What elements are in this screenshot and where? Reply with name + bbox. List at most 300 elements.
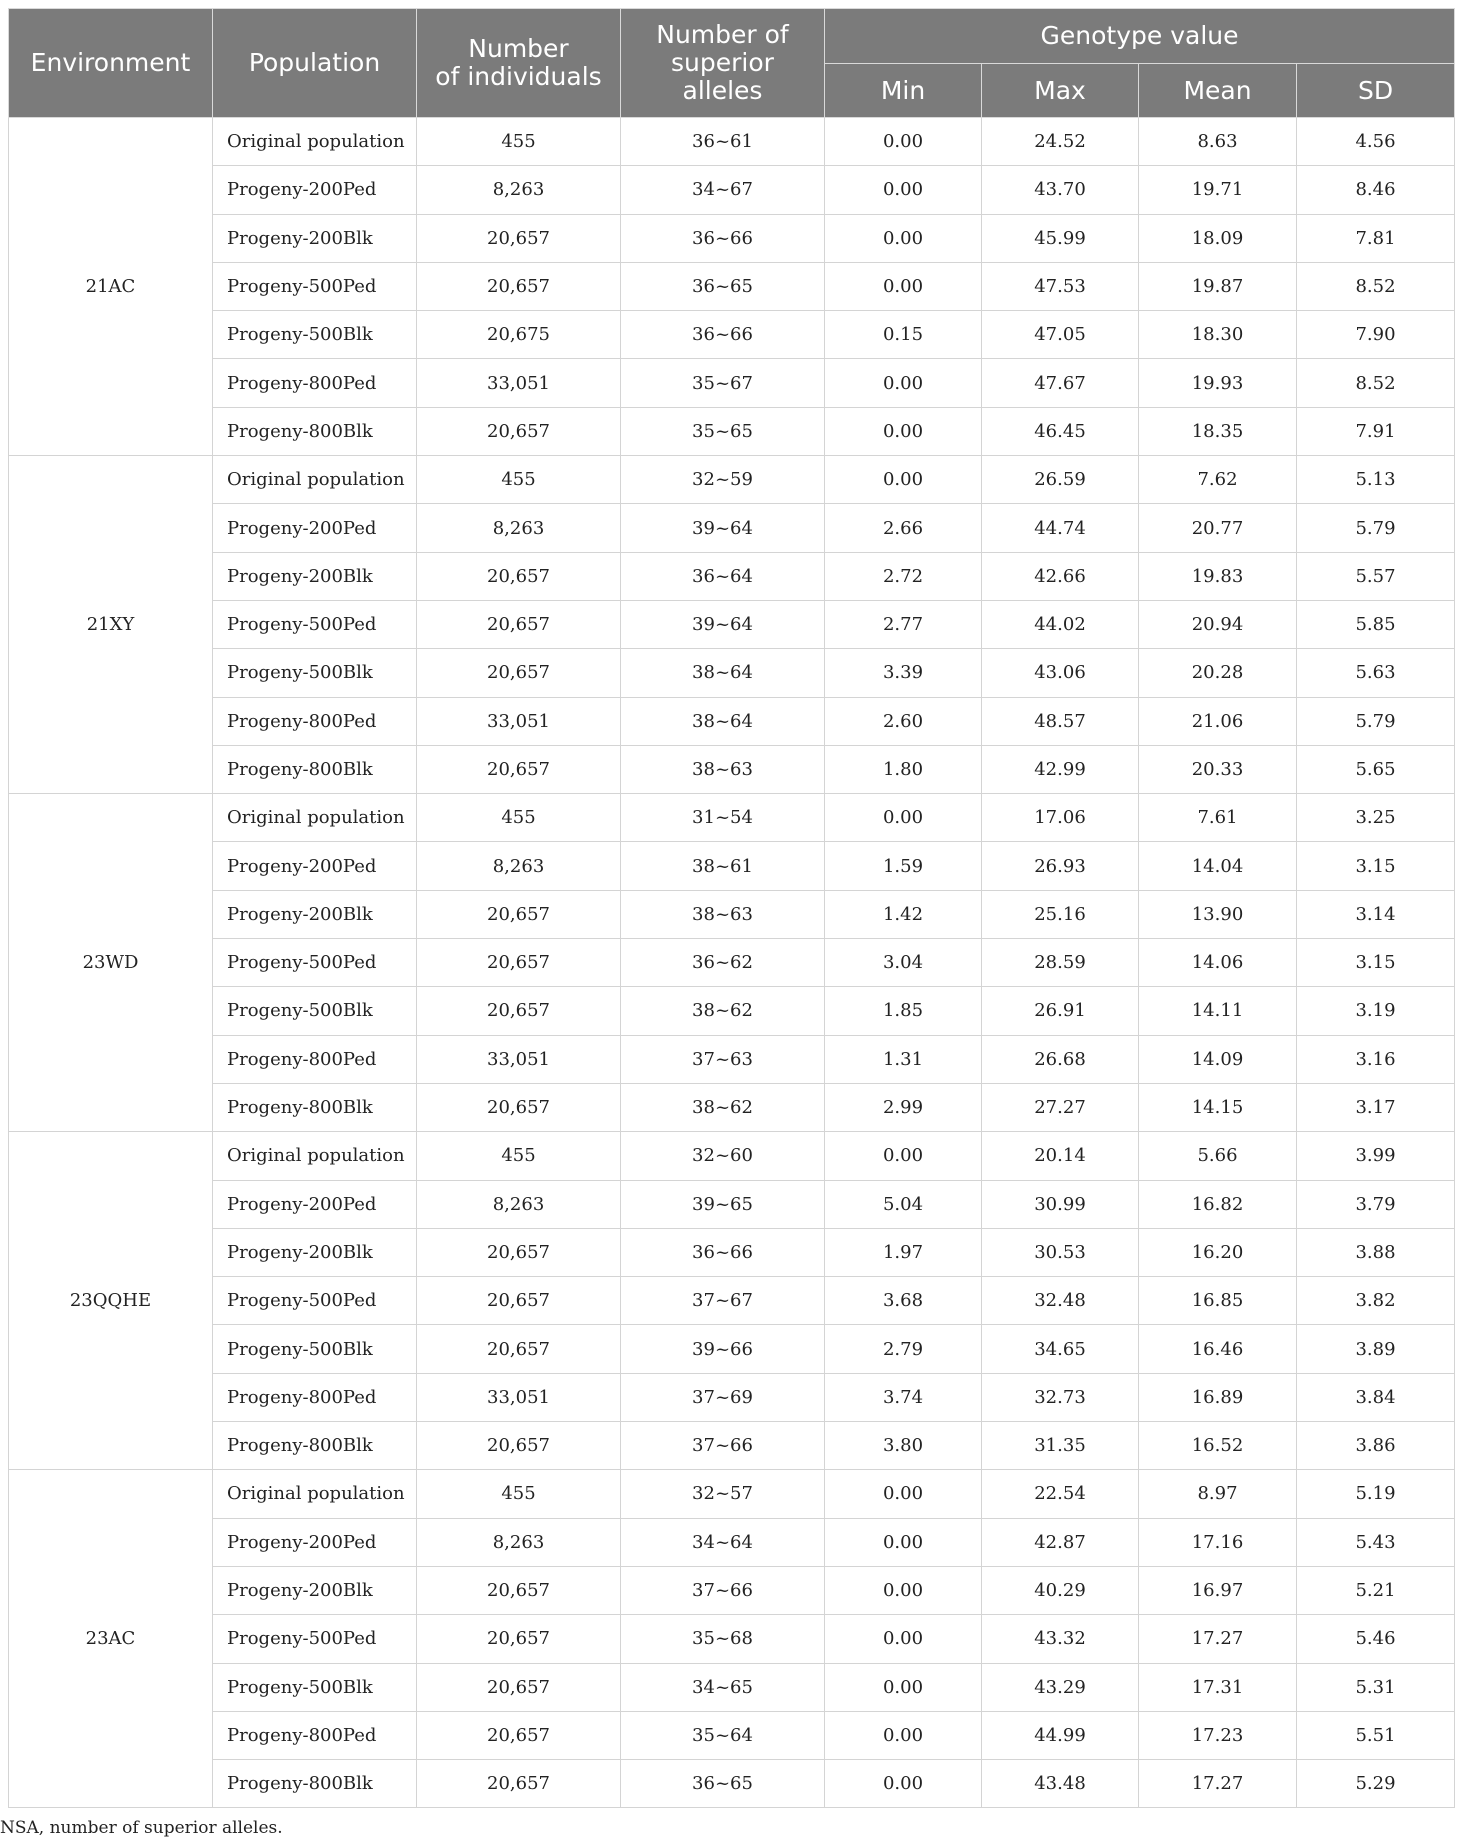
max-cell: 43.06	[982, 649, 1139, 697]
number-of-individuals-cell: 33,051	[417, 1035, 621, 1083]
population-cell: Progeny-500Ped	[213, 1615, 417, 1663]
min-cell: 0.00	[825, 1711, 982, 1759]
table-row	[9, 939, 1455, 987]
max-cell: 42.66	[982, 552, 1139, 600]
header-number-of-individuals	[417, 9, 621, 118]
number-of-individuals-cell: 20,675	[417, 311, 621, 359]
max-cell: 26.91	[982, 987, 1139, 1035]
population-cell: Progeny-500Blk	[213, 987, 417, 1035]
mean-cell: 16.82	[1139, 1180, 1297, 1228]
min-cell: 1.42	[825, 890, 982, 938]
max-cell: 43.70	[982, 166, 1139, 214]
max-cell: 45.99	[982, 214, 1139, 262]
max-cell: 31.35	[982, 1422, 1139, 1470]
superior-alleles-cell: 36~65	[621, 262, 825, 310]
max-cell: 42.87	[982, 1518, 1139, 1566]
mean-cell: 8.63	[1139, 118, 1297, 166]
table-row	[9, 118, 1455, 166]
population-cell: Progeny-800Blk	[213, 1083, 417, 1131]
max-cell: 44.02	[982, 600, 1139, 648]
sd-cell: 5.79	[1297, 697, 1455, 745]
number-of-individuals-cell: 20,657	[417, 1711, 621, 1759]
number-of-individuals-cell: 8,263	[417, 504, 621, 552]
population-cell: Progeny-500Ped	[213, 939, 417, 987]
header-nsa-line3: alleles	[682, 76, 763, 105]
table-row	[9, 890, 1455, 938]
mean-cell: 5.66	[1139, 1132, 1297, 1180]
population-cell: Progeny-500Blk	[213, 1325, 417, 1373]
mean-cell: 7.61	[1139, 794, 1297, 842]
population-cell: Progeny-500Ped	[213, 1277, 417, 1325]
max-cell: 40.29	[982, 1566, 1139, 1614]
population-cell: Progeny-800Ped	[213, 359, 417, 407]
sd-cell: 3.25	[1297, 794, 1455, 842]
sd-cell: 8.52	[1297, 359, 1455, 407]
number-of-individuals-cell: 8,263	[417, 166, 621, 214]
population-cell: Progeny-200Blk	[213, 890, 417, 938]
min-cell: 1.31	[825, 1035, 982, 1083]
population-cell: Progeny-500Ped	[213, 600, 417, 648]
number-of-individuals-cell: 8,263	[417, 1180, 621, 1228]
header-genotype-value: Genotype value	[825, 9, 1455, 64]
table-row	[9, 1228, 1455, 1276]
table-row	[9, 1035, 1455, 1083]
number-of-individuals-cell: 455	[417, 1132, 621, 1180]
max-cell: 47.05	[982, 311, 1139, 359]
min-cell: 0.00	[825, 1663, 982, 1711]
sd-cell: 3.79	[1297, 1180, 1455, 1228]
mean-cell: 14.15	[1139, 1083, 1297, 1131]
population-cell: Progeny-500Blk	[213, 1663, 417, 1711]
sd-cell: 3.99	[1297, 1132, 1455, 1180]
superior-alleles-cell: 36~66	[621, 1228, 825, 1276]
mean-cell: 20.77	[1139, 504, 1297, 552]
population-cell: Original population	[213, 1470, 417, 1518]
population-cell: Progeny-200Ped	[213, 166, 417, 214]
number-of-individuals-cell: 20,657	[417, 1566, 621, 1614]
mean-cell: 19.83	[1139, 552, 1297, 600]
max-cell: 32.73	[982, 1373, 1139, 1421]
table-row	[9, 1711, 1455, 1759]
sd-cell: 3.86	[1297, 1422, 1455, 1470]
superior-alleles-cell: 35~68	[621, 1615, 825, 1663]
table-row	[9, 1083, 1455, 1131]
number-of-individuals-cell: 455	[417, 1470, 621, 1518]
number-of-individuals-cell: 20,657	[417, 1760, 621, 1808]
number-of-individuals-cell: 20,657	[417, 262, 621, 310]
min-cell: 0.00	[825, 407, 982, 455]
number-of-individuals-cell: 33,051	[417, 697, 621, 745]
max-cell: 27.27	[982, 1083, 1139, 1131]
header-mean: Mean	[1139, 64, 1297, 118]
superior-alleles-cell: 32~59	[621, 456, 825, 504]
superior-alleles-cell: 39~66	[621, 1325, 825, 1373]
sd-cell: 5.51	[1297, 1711, 1455, 1759]
sd-cell: 3.14	[1297, 890, 1455, 938]
min-cell: 3.39	[825, 649, 982, 697]
number-of-individuals-cell: 20,657	[417, 600, 621, 648]
table-row	[9, 552, 1455, 600]
max-cell: 24.52	[982, 118, 1139, 166]
number-of-individuals-cell: 20,657	[417, 649, 621, 697]
mean-cell: 17.16	[1139, 1518, 1297, 1566]
sd-cell: 5.63	[1297, 649, 1455, 697]
max-cell: 26.93	[982, 842, 1139, 890]
min-cell: 0.00	[825, 118, 982, 166]
superior-alleles-cell: 32~57	[621, 1470, 825, 1518]
min-cell: 3.68	[825, 1277, 982, 1325]
table-row	[9, 600, 1455, 648]
population-cell: Original population	[213, 118, 417, 166]
mean-cell: 20.33	[1139, 745, 1297, 793]
min-cell: 0.00	[825, 359, 982, 407]
superior-alleles-cell: 37~63	[621, 1035, 825, 1083]
superior-alleles-cell: 38~64	[621, 649, 825, 697]
min-cell: 1.97	[825, 1228, 982, 1276]
population-cell: Progeny-800Ped	[213, 1711, 417, 1759]
min-cell: 0.00	[825, 1470, 982, 1518]
population-cell: Progeny-200Ped	[213, 1518, 417, 1566]
sd-cell: 3.19	[1297, 987, 1455, 1035]
header-sd: SD	[1297, 64, 1455, 118]
population-cell: Progeny-500Ped	[213, 262, 417, 310]
max-cell: 20.14	[982, 1132, 1139, 1180]
header-environment: Environment	[9, 9, 213, 118]
sd-cell: 7.90	[1297, 311, 1455, 359]
population-cell: Progeny-800Ped	[213, 1035, 417, 1083]
min-cell: 2.60	[825, 697, 982, 745]
mean-cell: 20.94	[1139, 600, 1297, 648]
min-cell: 0.00	[825, 794, 982, 842]
max-cell: 46.45	[982, 407, 1139, 455]
population-cell: Progeny-200Ped	[213, 842, 417, 890]
number-of-individuals-cell: 20,657	[417, 987, 621, 1035]
superior-alleles-cell: 38~64	[621, 697, 825, 745]
number-of-individuals-cell: 20,657	[417, 1325, 621, 1373]
superior-alleles-cell: 35~64	[621, 1711, 825, 1759]
mean-cell: 17.27	[1139, 1760, 1297, 1808]
superior-alleles-cell: 36~65	[621, 1760, 825, 1808]
superior-alleles-cell: 36~64	[621, 552, 825, 600]
sd-cell: 5.85	[1297, 600, 1455, 648]
header-number-of-individuals-line2: of individuals	[435, 62, 602, 91]
max-cell: 48.57	[982, 697, 1139, 745]
table-row	[9, 794, 1455, 842]
max-cell: 22.54	[982, 1470, 1139, 1518]
table-row	[9, 407, 1455, 455]
sd-cell: 8.46	[1297, 166, 1455, 214]
max-cell: 44.99	[982, 1711, 1139, 1759]
table-row	[9, 842, 1455, 890]
mean-cell: 8.97	[1139, 1470, 1297, 1518]
max-cell: 43.29	[982, 1663, 1139, 1711]
population-cell: Progeny-200Ped	[213, 504, 417, 552]
mean-cell: 14.04	[1139, 842, 1297, 890]
number-of-individuals-cell: 455	[417, 118, 621, 166]
superior-alleles-cell: 34~67	[621, 166, 825, 214]
max-cell: 43.32	[982, 1615, 1139, 1663]
population-cell: Original population	[213, 456, 417, 504]
sd-cell: 3.17	[1297, 1083, 1455, 1131]
header-number-of-individuals-line1: Number	[468, 34, 569, 63]
superior-alleles-cell: 38~63	[621, 745, 825, 793]
sd-cell: 4.56	[1297, 118, 1455, 166]
sd-cell: 5.13	[1297, 456, 1455, 504]
table-body	[9, 118, 1455, 1808]
min-cell: 2.77	[825, 600, 982, 648]
superior-alleles-cell: 38~61	[621, 842, 825, 890]
superior-alleles-cell: 36~61	[621, 118, 825, 166]
footnote: NSA, number of superior alleles.	[0, 1818, 283, 1838]
table-row	[9, 166, 1455, 214]
header-max: Max	[982, 64, 1139, 118]
min-cell: 0.00	[825, 1132, 982, 1180]
sd-cell: 5.79	[1297, 504, 1455, 552]
number-of-individuals-cell: 20,657	[417, 890, 621, 938]
table-row	[9, 1615, 1455, 1663]
sd-cell: 5.19	[1297, 1470, 1455, 1518]
sd-cell: 7.91	[1297, 407, 1455, 455]
superior-alleles-cell: 36~66	[621, 311, 825, 359]
sd-cell: 3.84	[1297, 1373, 1455, 1421]
header-min: Min	[825, 64, 982, 118]
superior-alleles-cell: 37~69	[621, 1373, 825, 1421]
mean-cell: 16.52	[1139, 1422, 1297, 1470]
table-row	[9, 1277, 1455, 1325]
superior-alleles-cell: 38~62	[621, 1083, 825, 1131]
population-cell: Progeny-200Ped	[213, 1180, 417, 1228]
population-cell: Original population	[213, 794, 417, 842]
mean-cell: 18.35	[1139, 407, 1297, 455]
sd-cell: 5.31	[1297, 1663, 1455, 1711]
environment-cell: 23AC	[9, 1470, 213, 1808]
environment-cell: 23WD	[9, 794, 213, 1132]
superior-alleles-cell: 35~67	[621, 359, 825, 407]
min-cell: 1.59	[825, 842, 982, 890]
max-cell: 30.99	[982, 1180, 1139, 1228]
sd-cell: 5.21	[1297, 1566, 1455, 1614]
table-row	[9, 697, 1455, 745]
min-cell: 0.00	[825, 214, 982, 262]
min-cell: 2.79	[825, 1325, 982, 1373]
mean-cell: 17.31	[1139, 1663, 1297, 1711]
number-of-individuals-cell: 20,657	[417, 1228, 621, 1276]
population-cell: Progeny-200Blk	[213, 552, 417, 600]
max-cell: 26.68	[982, 1035, 1139, 1083]
sd-cell: 3.15	[1297, 939, 1455, 987]
min-cell: 2.66	[825, 504, 982, 552]
number-of-individuals-cell: 455	[417, 456, 621, 504]
header-number-of-superior-alleles	[621, 9, 825, 118]
mean-cell: 16.20	[1139, 1228, 1297, 1276]
table-row	[9, 214, 1455, 262]
sd-cell: 7.81	[1297, 214, 1455, 262]
population-cell: Original population	[213, 1132, 417, 1180]
mean-cell: 16.89	[1139, 1373, 1297, 1421]
superior-alleles-cell: 38~62	[621, 987, 825, 1035]
mean-cell: 13.90	[1139, 890, 1297, 938]
population-cell: Progeny-500Blk	[213, 649, 417, 697]
superior-alleles-cell: 34~64	[621, 1518, 825, 1566]
mean-cell: 16.85	[1139, 1277, 1297, 1325]
table-row	[9, 311, 1455, 359]
max-cell: 30.53	[982, 1228, 1139, 1276]
min-cell: 3.80	[825, 1422, 982, 1470]
sd-cell: 5.57	[1297, 552, 1455, 600]
environment-cell: 21AC	[9, 118, 213, 456]
superior-alleles-cell: 36~62	[621, 939, 825, 987]
sd-cell: 3.16	[1297, 1035, 1455, 1083]
table-row	[9, 1180, 1455, 1228]
min-cell: 0.00	[825, 1760, 982, 1808]
table-container	[8, 8, 1454, 1808]
table-row	[9, 745, 1455, 793]
superior-alleles-cell: 31~54	[621, 794, 825, 842]
population-cell: Progeny-200Blk	[213, 1566, 417, 1614]
max-cell: 42.99	[982, 745, 1139, 793]
table-row	[9, 504, 1455, 552]
max-cell: 17.06	[982, 794, 1139, 842]
max-cell: 47.67	[982, 359, 1139, 407]
table-row	[9, 987, 1455, 1035]
number-of-individuals-cell: 20,657	[417, 1663, 621, 1711]
mean-cell: 7.62	[1139, 456, 1297, 504]
sd-cell: 5.43	[1297, 1518, 1455, 1566]
population-cell: Progeny-800Ped	[213, 1373, 417, 1421]
table-row	[9, 262, 1455, 310]
header-population: Population	[213, 9, 417, 118]
superior-alleles-cell: 32~60	[621, 1132, 825, 1180]
mean-cell: 16.97	[1139, 1566, 1297, 1614]
sd-cell: 3.88	[1297, 1228, 1455, 1276]
number-of-individuals-cell: 20,657	[417, 214, 621, 262]
table-row	[9, 456, 1455, 504]
table-row	[9, 649, 1455, 697]
table-row	[9, 1518, 1455, 1566]
table-row	[9, 1663, 1455, 1711]
max-cell: 34.65	[982, 1325, 1139, 1373]
superior-alleles-cell: 37~66	[621, 1566, 825, 1614]
superior-alleles-cell: 38~63	[621, 890, 825, 938]
min-cell: 3.74	[825, 1373, 982, 1421]
number-of-individuals-cell: 455	[417, 794, 621, 842]
min-cell: 0.15	[825, 311, 982, 359]
min-cell: 2.72	[825, 552, 982, 600]
table-row	[9, 359, 1455, 407]
sd-cell: 5.65	[1297, 745, 1455, 793]
max-cell: 25.16	[982, 890, 1139, 938]
superior-alleles-cell: 35~65	[621, 407, 825, 455]
min-cell: 0.00	[825, 1518, 982, 1566]
number-of-individuals-cell: 20,657	[417, 745, 621, 793]
sd-cell: 5.46	[1297, 1615, 1455, 1663]
min-cell: 2.99	[825, 1083, 982, 1131]
mean-cell: 16.46	[1139, 1325, 1297, 1373]
population-cell: Progeny-200Blk	[213, 1228, 417, 1276]
mean-cell: 19.71	[1139, 166, 1297, 214]
header-nsa-line1: Number of	[656, 20, 789, 49]
population-cell: Progeny-800Blk	[213, 745, 417, 793]
mean-cell: 18.30	[1139, 311, 1297, 359]
max-cell: 47.53	[982, 262, 1139, 310]
mean-cell: 19.93	[1139, 359, 1297, 407]
mean-cell: 18.09	[1139, 214, 1297, 262]
sd-cell: 5.29	[1297, 1760, 1455, 1808]
min-cell: 5.04	[825, 1180, 982, 1228]
min-cell: 0.00	[825, 456, 982, 504]
mean-cell: 20.28	[1139, 649, 1297, 697]
superior-alleles-cell: 36~66	[621, 214, 825, 262]
superior-alleles-cell: 39~65	[621, 1180, 825, 1228]
number-of-individuals-cell: 20,657	[417, 407, 621, 455]
table-row	[9, 1325, 1455, 1373]
number-of-individuals-cell: 33,051	[417, 1373, 621, 1421]
superior-alleles-cell: 34~65	[621, 1663, 825, 1711]
min-cell: 1.85	[825, 987, 982, 1035]
min-cell: 0.00	[825, 166, 982, 214]
sd-cell: 3.82	[1297, 1277, 1455, 1325]
table-row	[9, 1422, 1455, 1470]
genotype-table	[8, 8, 1455, 1808]
population-cell: Progeny-800Blk	[213, 1760, 417, 1808]
number-of-individuals-cell: 20,657	[417, 1277, 621, 1325]
mean-cell: 14.06	[1139, 939, 1297, 987]
min-cell: 0.00	[825, 262, 982, 310]
mean-cell: 14.09	[1139, 1035, 1297, 1083]
min-cell: 0.00	[825, 1615, 982, 1663]
sd-cell: 8.52	[1297, 262, 1455, 310]
sd-cell: 3.15	[1297, 842, 1455, 890]
min-cell: 1.80	[825, 745, 982, 793]
table-row	[9, 1470, 1455, 1518]
table-row	[9, 1760, 1455, 1808]
max-cell: 26.59	[982, 456, 1139, 504]
number-of-individuals-cell: 8,263	[417, 842, 621, 890]
population-cell: Progeny-800Blk	[213, 407, 417, 455]
mean-cell: 19.87	[1139, 262, 1297, 310]
number-of-individuals-cell: 20,657	[417, 552, 621, 600]
sd-cell: 3.89	[1297, 1325, 1455, 1373]
superior-alleles-cell: 37~66	[621, 1422, 825, 1470]
number-of-individuals-cell: 20,657	[417, 1083, 621, 1131]
table-header	[9, 9, 1455, 118]
mean-cell: 21.06	[1139, 697, 1297, 745]
population-cell: Progeny-200Blk	[213, 214, 417, 262]
min-cell: 0.00	[825, 1566, 982, 1614]
superior-alleles-cell: 37~67	[621, 1277, 825, 1325]
mean-cell: 17.27	[1139, 1615, 1297, 1663]
number-of-individuals-cell: 20,657	[417, 939, 621, 987]
environment-cell: 23QQHE	[9, 1132, 213, 1470]
superior-alleles-cell: 39~64	[621, 600, 825, 648]
environment-cell: 21XY	[9, 456, 213, 794]
mean-cell: 14.11	[1139, 987, 1297, 1035]
superior-alleles-cell: 39~64	[621, 504, 825, 552]
population-cell: Progeny-800Blk	[213, 1422, 417, 1470]
header-nsa-line2: superior	[671, 48, 774, 77]
max-cell: 43.48	[982, 1760, 1139, 1808]
max-cell: 32.48	[982, 1277, 1139, 1325]
population-cell: Progeny-800Ped	[213, 697, 417, 745]
table-row	[9, 1132, 1455, 1180]
table-row	[9, 1373, 1455, 1421]
number-of-individuals-cell: 20,657	[417, 1422, 621, 1470]
number-of-individuals-cell: 20,657	[417, 1615, 621, 1663]
population-cell: Progeny-500Blk	[213, 311, 417, 359]
number-of-individuals-cell: 33,051	[417, 359, 621, 407]
max-cell: 28.59	[982, 939, 1139, 987]
number-of-individuals-cell: 8,263	[417, 1518, 621, 1566]
